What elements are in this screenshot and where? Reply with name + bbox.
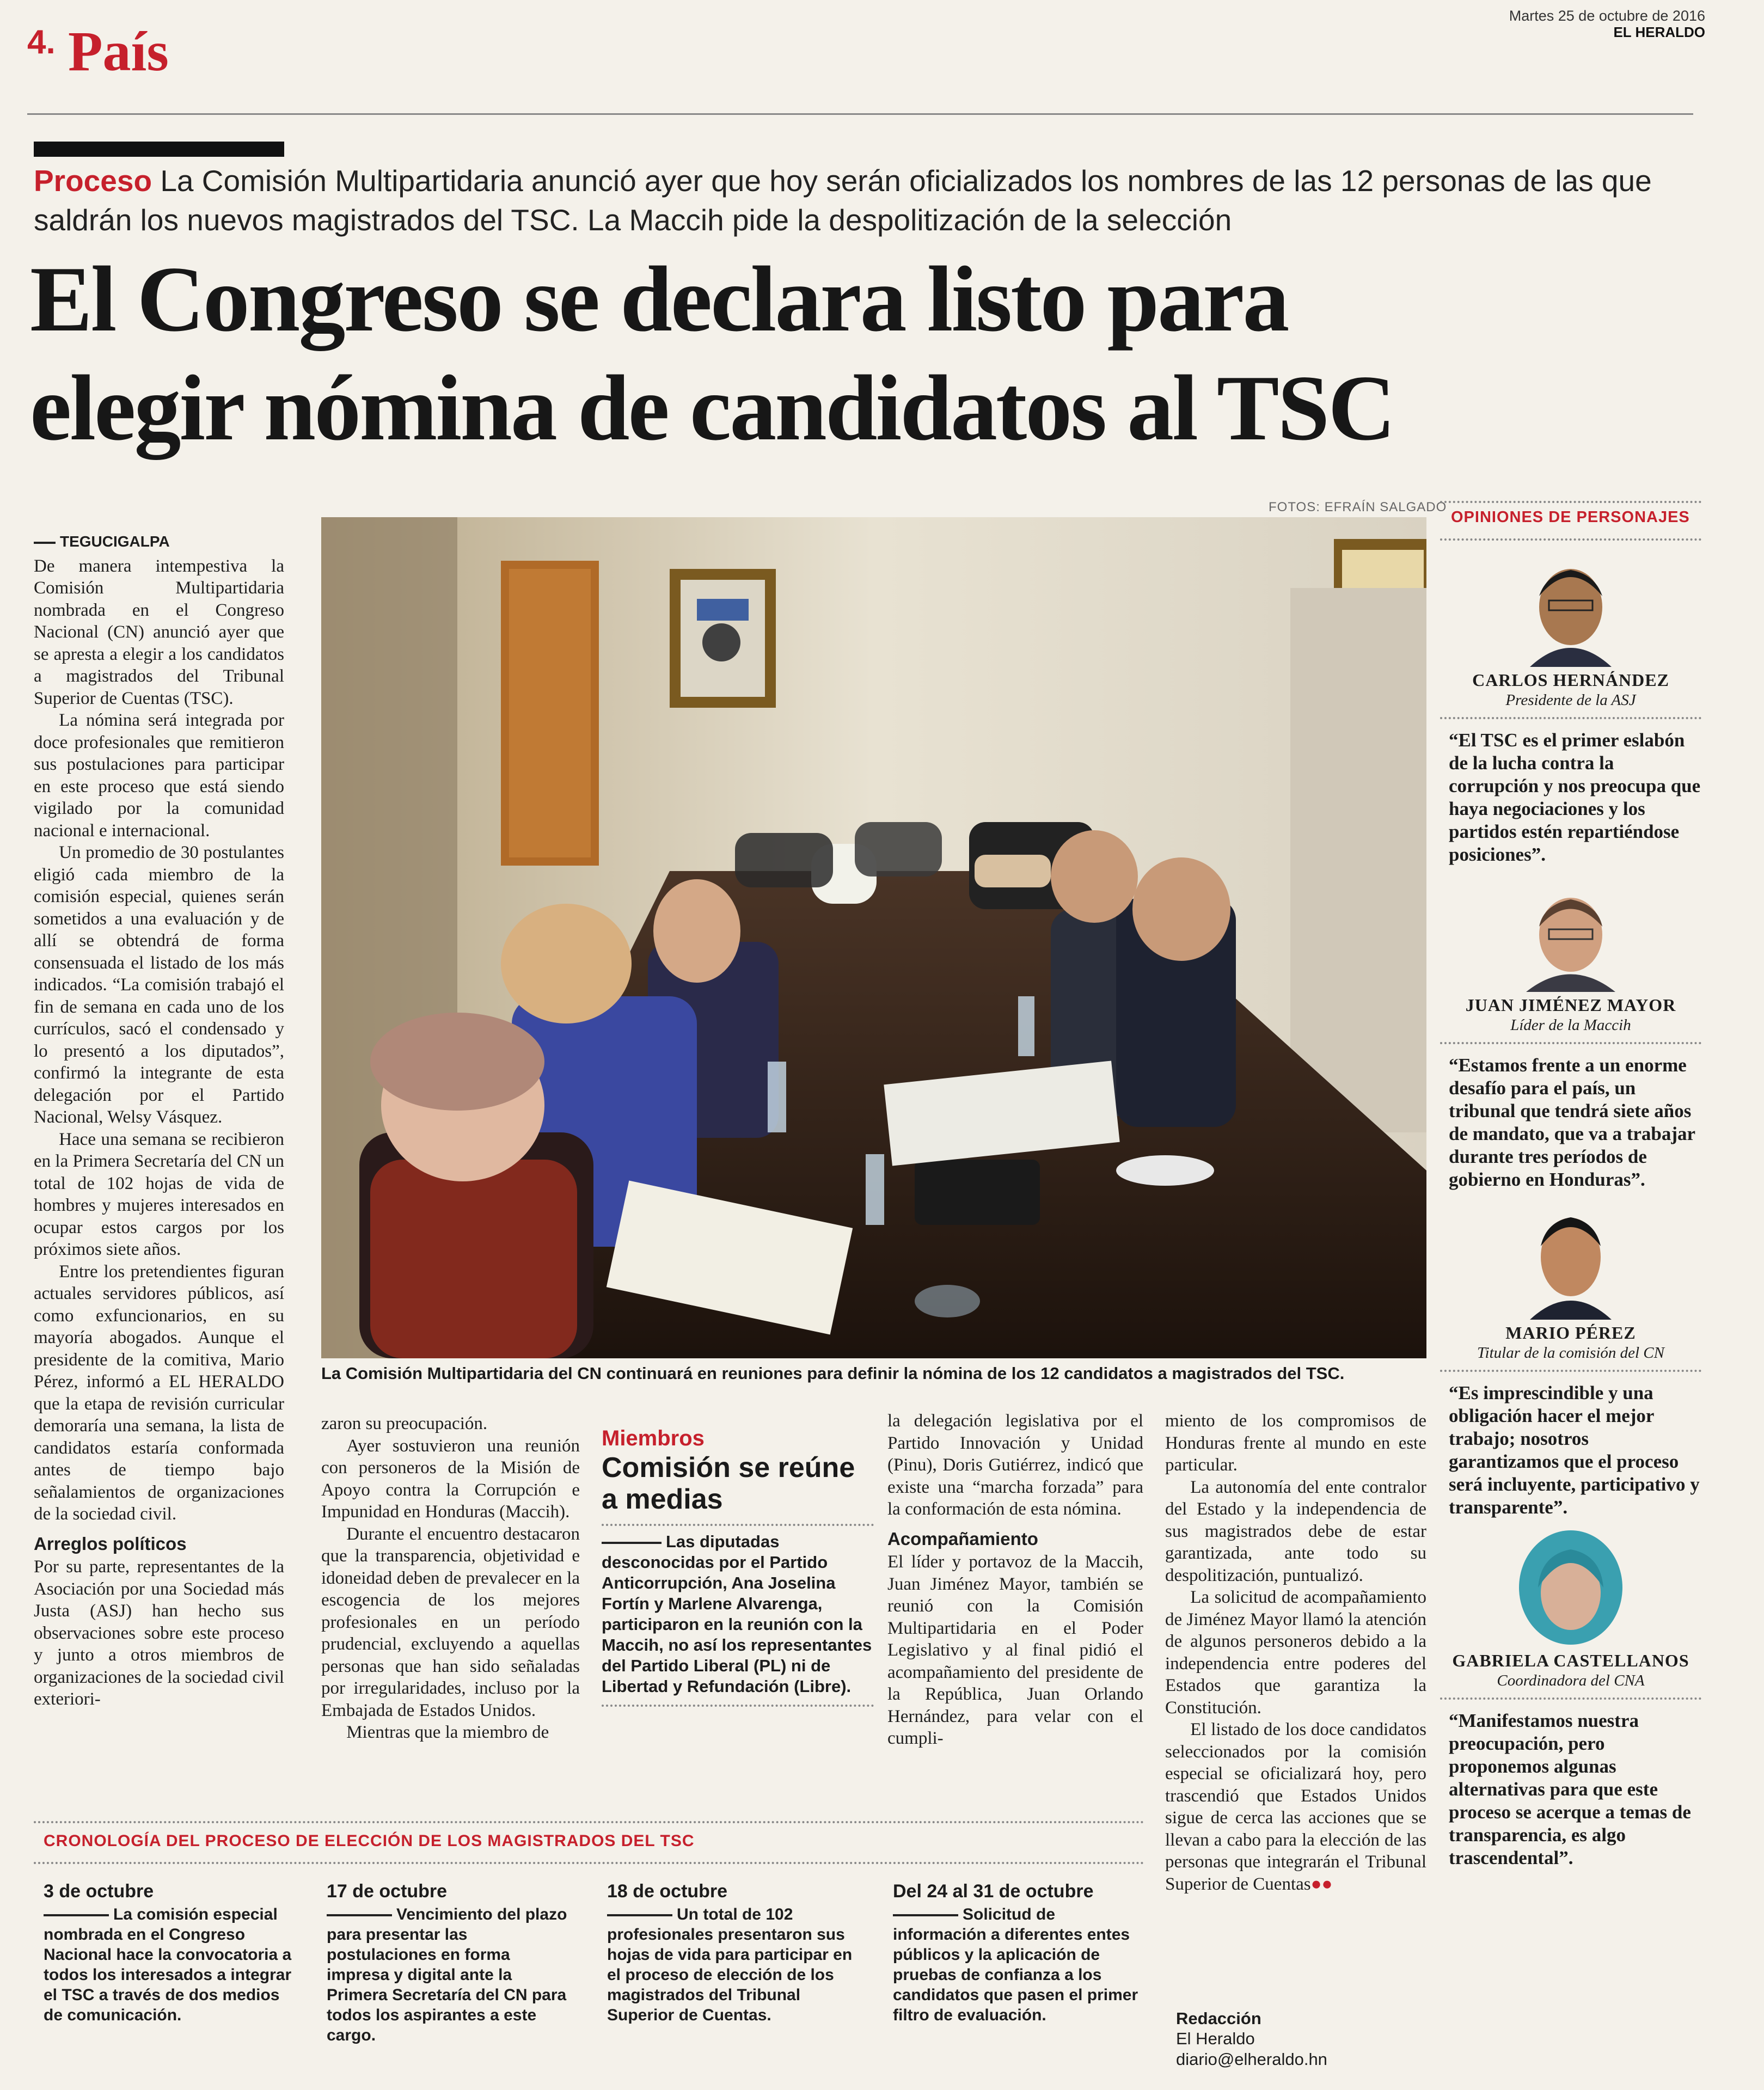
box-title: Comisión se reúne a medias [602,1452,855,1515]
opinion-name: CARLOS HERNÁNDEZ [1472,670,1669,690]
byline-label: Redacción [1176,2009,1261,2028]
chronology-item [327,1881,577,2045]
paragraph: Mientras que la miembro de [346,1723,549,1742]
issue-date: Martes 25 de octubre de 2016 [1509,8,1705,24]
paragraph: La nómina será integrada por doce profesionales que remitieron sus postulaciones para participar en este proceso que está siendo vigilado por la comunidad nacional e internacional. [34,710,284,841]
chronology-text: Un total de 102 profesionales presentaron sus hojas de vida para participar en el proceso de elección de los magistrados del Tribunal Superior de Cuentas. [607,1905,853,2024]
paragraph: Hace una semana se recibieron en la Primera Secretaría del CN un total de 102 hojas de vida de hombres y mujeres interesados en ocupar estos cargos por los próximos siete años. [34,1129,284,1259]
article-column-2 [321,1413,580,1744]
byline-name: El Heraldo [1176,2029,1255,2048]
opinion-divider [1440,1370,1701,1372]
opinion-quote: “El TSC es el primer eslabón de la lucha contra la corrupción y nos preocupa que haya negociaciones y los partidos estén repartiéndose posiciones”. [1449,730,1701,865]
dateline-dash [34,542,56,544]
paragraph: De manera intempestiva la Comisión Multipartidaria nombrada en el Congreso Nacional (CN) anunció ayer que se apresta a elegir a los candidatos a magistrados del Tribunal Superior de Cuentas (TSC). [34,556,284,708]
opinion-item [1440,1200,1701,1519]
header-rule [27,113,1693,115]
opinion-role: Líder de la Maccih [1510,1016,1631,1034]
opinion-divider [1440,1042,1701,1044]
paragraph: la delegación legislativa por el Partido Innovación y Unidad (Pinu), Doris Gutiérrez, indicó que existe una “marcha forzada” para la conformación de esta nómina. [887,1411,1143,1519]
article-column-1 [34,531,284,1711]
chronology-date: 17 de octubre [327,1881,448,1902]
chronology-text: Solicitud de información a diferentes entes públicos y la aplicación de pruebas de confianza a los candidatos que pasen el primer filtro de evaluación. [893,1905,1138,2024]
photo-caption: La Comisión Multipartidaria del CN continuará en reuniones para definir la nómina de los 12 candidatos a magistrados del TSC. [321,1364,1345,1383]
opinions-title: OPINIONES DE PERSONAJES [1451,508,1690,526]
chronology-date: 3 de octubre [44,1881,154,1902]
opinion-item [1440,875,1701,1191]
chronology-item [44,1881,294,2025]
opinion-name: MARIO PÉREZ [1505,1323,1636,1343]
opinions-sidebar [1440,501,1701,1878]
subhead-acompanamiento: Acompañamiento [887,1528,1038,1549]
newspaper-name: EL HERALDO [1613,24,1705,40]
opinion-name: JUAN JIMÉNEZ MAYOR [1465,995,1676,1015]
meeting-photo-illustration [321,517,1426,1358]
opinion-item [1440,547,1701,866]
opinion-divider [1440,1697,1701,1700]
sidebar-divider [1440,501,1701,503]
paragraph: Ayer sostuvieron una reunión con personeros de la Misión de Apoyo contra la Corrupción e Impunidad en Honduras (Maccih). [321,1436,580,1522]
opinion-quote: “Estamos frente a un enorme desafío para el país, un tribunal que tendrá siete años de mandato, que va a trabajar durante tres períodos de gobierno en Honduras”. [1449,1055,1695,1190]
headline-line-2: elegir nómina de candidatos al TSC [30,357,1394,460]
paragraph: El líder y portavoz de la Maccih, Juan Jiménez Mayor, también se reunió con la Comisión Multipartidaria en el Poder Legislativo y al final pidió el acompañamiento del presidente de la República, Juan Orlando Hernández, para velar con el cumpli- [887,1552,1143,1748]
opinion-role: Coordinadora del CNA [1497,1672,1645,1689]
kicker-bar [34,142,284,157]
opinion-divider [1440,717,1701,719]
dateline: TEGUCIGALPA [60,533,170,550]
end-mark: ●● [1310,1874,1333,1894]
chronology-item [893,1881,1143,2025]
kicker [34,161,1694,240]
opinion-role: Titular de la comisión del CN [1477,1344,1664,1362]
opinion-role: Presidente de la ASJ [1505,691,1636,709]
article-column-3 [887,1410,1143,1750]
chronology-text: Vencimiento del plazo para presentar las postulaciones en forma impresa y digital ante la Primera Secretaría del CN para todos los aspirantes a este cargo. [327,1905,567,2044]
box-kicker: Miembros [602,1426,705,1450]
opinion-quote: “Es imprescindible y una obligación hacer el mejor trabajo; nosotros garantizamos que el proceso será incluyente, participativo y transparente”. [1449,1382,1700,1518]
opinion-item [1440,1528,1701,1870]
chronology-title: CRONOLOGÍA DEL PROCESO DE ELECCIÓN DE LOS MAGISTRADOS DEL TSC [44,1832,695,1850]
box-text: Las diputadas desconocidas por el Partido Anticorrupción, Ana Joselina Fortín y Marlene Alvarenga, participaron en la reunión con la Maccih, no así los representantes del Partido Liberal (PL) ni de Libertad y Refundación (Libre). [602,1532,872,1696]
section-name: País [68,20,169,83]
subhead-arreglos: Arreglos políticos [34,1533,187,1554]
paragraph: miento de los compromisos de Honduras frente al mundo en este particular. [1165,1411,1426,1475]
article-column-4 [1165,1410,1426,1895]
portrait-carlos-hernandez [1524,547,1617,667]
headline-line-1: El Congreso se declara listo para [30,248,1288,351]
portrait-gabriela-castellanos [1514,1528,1628,1647]
chronology-text: La comisión especial nombrada en el Congreso Nacional hace la convocatoria a todos los interesados a integrar el TSC a través de dos medios de comunicación. [44,1905,292,2024]
section-number: 4. [27,23,56,61]
portrait-juan-jimenez-mayor [1522,875,1620,992]
paragraph: Un promedio de 30 postulantes eligió cada miembro de la comisión especial, quienes serán sometidos a una evaluación y de allí se obtendrá de forma consensuada el listado de los más indicados. “La comisión trabajó el fin de semana en cada uno de los currículos, sacó el condensado y lo presentó a los diputados”, confirmó la integrante de esta delegación por el Partido Nacional, Welsy Vásquez. [34,843,284,1127]
opinion-quote: “Manifestamos nuestra preocupación, pero proponemos algunas alternativas para que este proceso se acerque a temas de transparencia, es algo trascendental”. [1449,1710,1691,1868]
headline [30,245,1718,463]
box-divider [602,1524,874,1526]
meeting-photo [321,517,1426,1358]
chronology-divider [34,1821,1144,1823]
opinion-name: GABRIELA CASTELLANOS [1452,1651,1689,1670]
kicker-label: Proceso [34,164,152,198]
sidebar-divider [1440,538,1701,541]
paragraph: Durante el encuentro destacaron que la transparencia, objetividad e idoneidad deben de prevalecer en la escogencia de los mejores profesionales en un período prudencial, excluyendo a aquellas personas que han sido señaladas por irregularidades, incluso por la Embajada de Estados Unidos. [321,1524,580,1720]
byline [1176,2009,1426,2070]
kicker-text: La Comisión Multipartidaria anunció ayer que hoy serán oficializados los nombres de las 12 personas de las que saldrán los nuevos magistrados del TSC. La Maccih pide la despolitización de la selección [34,164,1652,237]
members-box [602,1426,874,1707]
chronology-item [607,1881,857,2025]
photo-credit: FOTOS: EFRAÍN SALGADO [1269,500,1447,514]
box-divider-bottom [602,1705,874,1707]
chronology-divider [34,1862,1144,1864]
byline-email: diario@elheraldo.hn [1176,2050,1327,2069]
portrait-mario-perez [1527,1200,1614,1320]
chronology-date: Del 24 al 31 de octubre [893,1881,1094,1902]
paragraph: Por su parte, representantes de la Asociación por una Sociedad más Justa (ASJ) han hecho sus observaciones sobre este proceso y junto a otros miembros de organizaciones de la sociedad civil exteriori- [34,1557,284,1709]
paragraph: El listado de los doce candidatos seleccionados por la comisión especial se oficializará hoy, pero trascendió que Estados Unidos sigue de cerca las acciones que se llevan a cabo para la elección de las personas que integrarán el Tribunal Superior de Cuentas●● [1165,1720,1426,1894]
paragraph: La autonomía del ente contralor del Estado y la independencia de sus magistrados debe de estar garantizada, ante todo su despolitización, puntualizó. [1165,1477,1426,1585]
chronology-date: 18 de octubre [607,1881,728,1902]
paragraph: Entre los pretendientes figuran actuales servidores públicos, así como exfuncionarios, en su mayoría abogados. Aunque el presidente de la comitiva, Mario Pérez, informó a EL HERALDO que la etapa de revisión curricular demoraría una semana, la lista de candidatos estaría conformada antes de tiempo bajo señalamientos de organizaciones de la sociedad civil. [34,1261,284,1524]
paragraph: La solicitud de acompañamiento de Jiménez Mayor llamó la atención de algunos personeros debido a la independencia entre poderes del Estados que garantiza la Constitución. [1165,1588,1426,1718]
paragraph: zaron su preocupación. [321,1414,488,1433]
